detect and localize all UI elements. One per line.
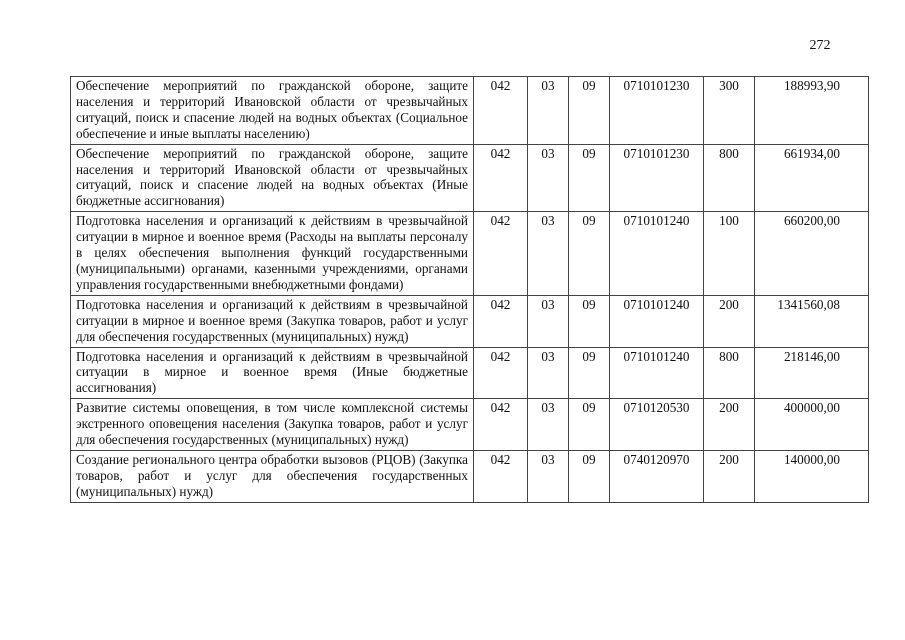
row-ministry-code: 042 (474, 212, 528, 296)
row-description: Обеспечение мероприятий по гражданской обороне, защите населения и территорий Ивановской области от чрезвычайных ситуаций, поиск и спасение людей на водных объектах (Иные бюджетные ассигнования) (71, 144, 474, 212)
row-description: Обеспечение мероприятий по гражданской обороне, защите населения и территорий Ивановской области от чрезвычайных ситуаций, поиск и спасение людей на водных объектах (Социальное обеспечение и иные выплаты населению) (71, 77, 474, 145)
row-section-code: 03 (528, 212, 569, 296)
row-target-article: 0710101230 (610, 77, 704, 145)
row-subsection-code: 09 (569, 212, 610, 296)
row-amount: 140000,00 (755, 450, 869, 502)
table-row (71, 212, 869, 296)
row-description: Создание регионального центра обработки вызовов (РЦОВ) (Закупка товаров, работ и услуг для обеспечения государственных (муниципальных) нужд) (71, 450, 474, 502)
row-description: Подготовка населения и организаций к действиям в чрезвычайной ситуации в мирное и военное время (Иные бюджетные ассигнования) (71, 347, 474, 399)
row-expense-type: 800 (704, 144, 755, 212)
table-row (71, 144, 869, 212)
row-subsection-code: 09 (569, 77, 610, 145)
budget-table (70, 76, 869, 503)
table-body (71, 77, 869, 503)
row-expense-type: 300 (704, 77, 755, 145)
row-target-article: 0710101240 (610, 295, 704, 347)
row-amount: 661934,00 (755, 144, 869, 212)
row-ministry-code: 042 (474, 77, 528, 145)
table-row (71, 347, 869, 399)
row-section-code: 03 (528, 450, 569, 502)
row-expense-type: 100 (704, 212, 755, 296)
row-description: Подготовка населения и организаций к действиям в чрезвычайной ситуации в мирное и военное время (Расходы на выплаты персоналу в целях обеспечения выполнения функций государственными (муниципальными) органами, казенными учреждениями, органами управления государственными внебюджетными фондами) (71, 212, 474, 296)
row-ministry-code: 042 (474, 399, 528, 451)
row-section-code: 03 (528, 77, 569, 145)
row-subsection-code: 09 (569, 347, 610, 399)
row-target-article: 0710101240 (610, 212, 704, 296)
row-expense-type: 200 (704, 295, 755, 347)
row-amount: 660200,00 (755, 212, 869, 296)
table-row (71, 77, 869, 145)
page-number: 272 (809, 38, 831, 53)
row-ministry-code: 042 (474, 295, 528, 347)
row-amount: 400000,00 (755, 399, 869, 451)
row-expense-type: 200 (704, 399, 755, 451)
row-description: Развитие системы оповещения, в том числе комплексной системы экстренного оповещения населения (Закупка товаров, работ и услуг для обеспечения государственных (муниципальных) нужд) (71, 399, 474, 451)
row-section-code: 03 (528, 144, 569, 212)
row-section-code: 03 (528, 399, 569, 451)
row-target-article: 0710101240 (610, 347, 704, 399)
row-ministry-code: 042 (474, 450, 528, 502)
row-section-code: 03 (528, 295, 569, 347)
table-row (71, 295, 869, 347)
row-amount: 218146,00 (755, 347, 869, 399)
row-subsection-code: 09 (569, 399, 610, 451)
row-subsection-code: 09 (569, 144, 610, 212)
row-target-article: 0710101230 (610, 144, 704, 212)
table-row (71, 450, 869, 502)
row-expense-type: 200 (704, 450, 755, 502)
row-ministry-code: 042 (474, 144, 528, 212)
row-amount: 1341560,08 (755, 295, 869, 347)
row-subsection-code: 09 (569, 450, 610, 502)
row-description: Подготовка населения и организаций к действиям в чрезвычайной ситуации в мирное и военное время (Закупка товаров, работ и услуг для обеспечения государственных (муниципальных) нужд) (71, 295, 474, 347)
table-row (71, 399, 869, 451)
row-section-code: 03 (528, 347, 569, 399)
row-target-article: 0740120970 (610, 450, 704, 502)
row-subsection-code: 09 (569, 295, 610, 347)
row-ministry-code: 042 (474, 347, 528, 399)
row-amount: 188993,90 (755, 77, 869, 145)
row-target-article: 0710120530 (610, 399, 704, 451)
row-expense-type: 800 (704, 347, 755, 399)
